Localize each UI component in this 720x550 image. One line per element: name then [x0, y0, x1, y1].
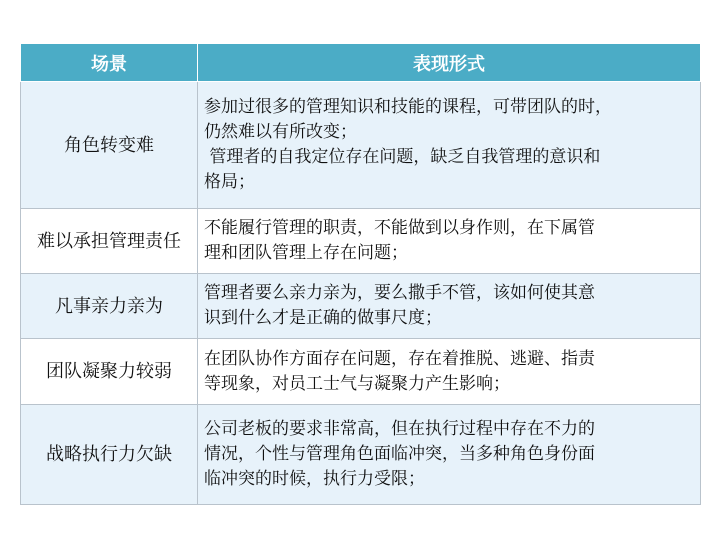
table-body [21, 82, 701, 505]
description-line: 参加过很多的管理知识和技能的课程，可带团队的时， [204, 97, 612, 117]
description-line: 格局； [204, 172, 255, 192]
description-line: 公司老板的要求非常高，但在执行过程中存在不力的 [204, 419, 595, 439]
header-row [21, 44, 701, 82]
table-row [21, 82, 701, 209]
scenario-table [20, 43, 701, 505]
description-cell [198, 274, 701, 339]
table-row [21, 405, 701, 505]
description-line: 理和团队管理上存在问题； [204, 243, 408, 263]
description-line: 管理者的自我定位存在问题，缺乏自我管理的意识和 [204, 147, 601, 167]
header-scene: 场景 [21, 44, 198, 82]
description-line: 识到什么才是正确的做事尺度； [204, 308, 442, 328]
description-line: 仍然难以有所改变； [204, 122, 357, 142]
scene-cell: 难以承担管理责任 [21, 209, 198, 274]
table-row [21, 209, 701, 274]
description-line: 等现象，对员工士气与凝聚力产生影响； [204, 373, 510, 394]
description-cell [198, 209, 701, 274]
description-line: 在团队协作方面存在问题，存在着推脱、逃避、指责 [204, 348, 595, 369]
description-cell [198, 405, 701, 505]
description-line: 情况，个性与管理角色面临冲突，当多种角色身份面 [204, 444, 595, 464]
scene-cell: 角色转变难 [21, 82, 198, 209]
table-header [21, 44, 701, 82]
table-row [21, 339, 701, 405]
description-cell [198, 82, 701, 209]
table-row [21, 274, 701, 339]
scene-cell: 凡事亲力亲为 [21, 274, 198, 339]
scene-cell: 团队凝聚力较弱 [21, 339, 198, 405]
description-cell [198, 339, 701, 405]
description-line: 管理者要么亲力亲为，要么撒手不管，该如何使其意 [204, 283, 595, 303]
description-line: 临冲突的时候，执行力受限； [204, 469, 425, 489]
header-form: 表现形式 [198, 44, 701, 82]
scene-cell: 战略执行力欠缺 [21, 405, 198, 505]
description-line: 不能履行管理的职责，不能做到以身作则，在下属管 [204, 218, 595, 238]
